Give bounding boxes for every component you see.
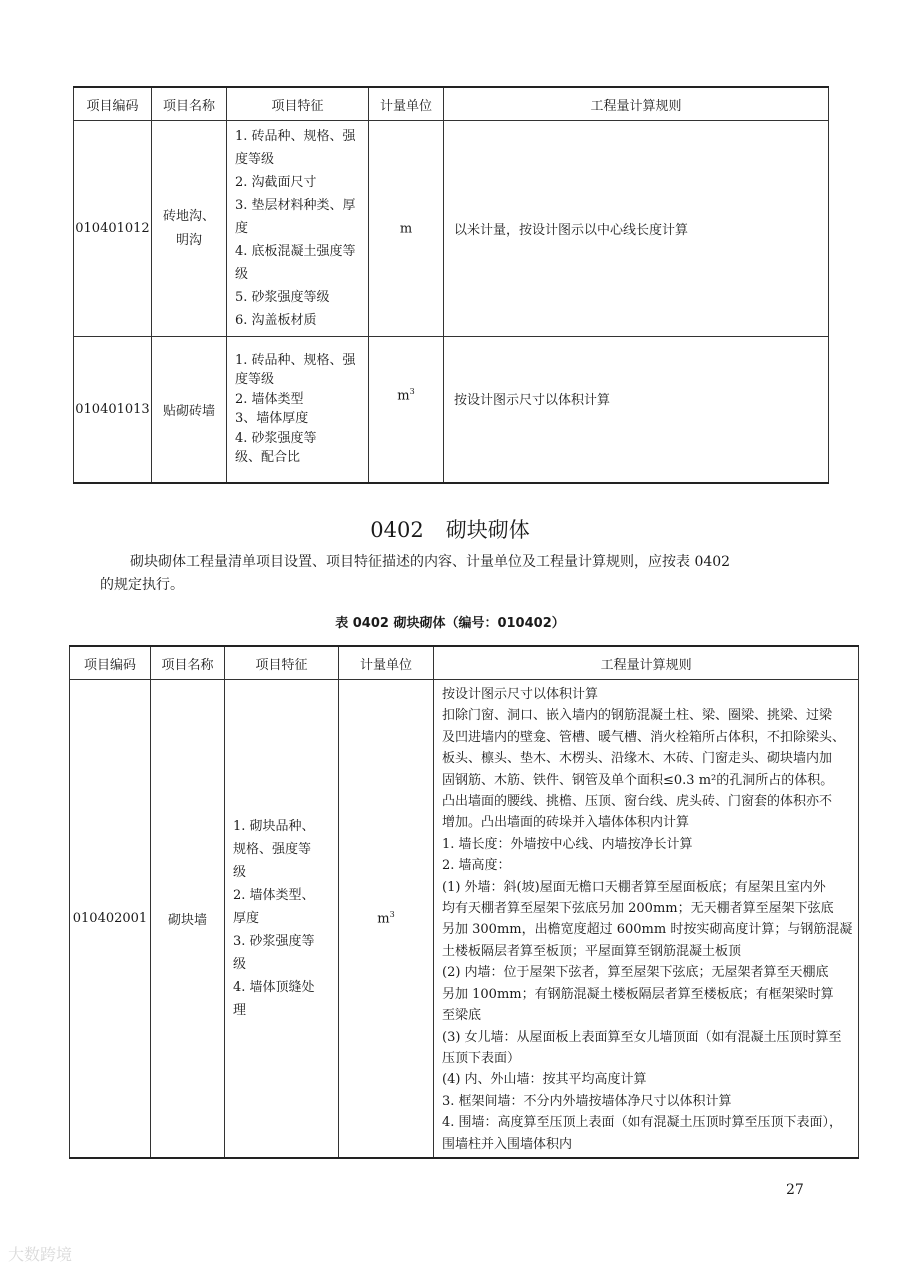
feature-line: 度等级 xyxy=(235,372,275,388)
header-unit: 计量单位 xyxy=(369,87,444,121)
intro-line: 砌块砌体工程量清单项目设置、项目特征描述的内容、计量单位及工程量计算规则，应按表 0402 xyxy=(130,554,731,570)
rule-line: (2) 内墙：位于屋架下弦者，算至屋架下弦底；无屋架者算至天棚底 xyxy=(442,965,829,981)
item-code: 010402001 xyxy=(70,680,151,1158)
rule-line: 1. 墙长度：外墙按中心线、内墙按净长计算 xyxy=(442,836,693,852)
rule-line: 及凹进墙内的壁龛、管槽、暖气槽、消火栓箱所占体积，不扣除梁头、 xyxy=(442,729,846,745)
rule-line: 3. 框架间墙：不分内外墙按墙体净尺寸以体积计算 xyxy=(442,1093,732,1109)
header-features: 项目特征 xyxy=(225,646,339,680)
table-header-row xyxy=(74,87,829,121)
rule-line: 凸出墙面的腰线、挑檐、压顶、窗台线、虎头砖、门窗套的体积亦不 xyxy=(442,794,833,810)
table-row xyxy=(70,680,859,1158)
section-name: 砌块砌体 xyxy=(445,518,530,542)
item-features xyxy=(225,680,339,1158)
rule-line: 增加。凸出墙面的砖垛并入墙体体积内计算 xyxy=(442,815,690,831)
rule-line: 板头、檩头、垫木、木楞头、沿缘木、木砖、门窗走头、砌块墙内加 xyxy=(442,751,833,767)
rule-line: (4) 内、外山墙：按其平均高度计算 xyxy=(442,1072,647,1088)
feature-line: 4. 砂浆强度等 xyxy=(235,430,317,446)
feature-line: 级 xyxy=(233,864,247,880)
feature-line: 级 xyxy=(233,956,247,972)
feature-line: 规格、强度等 xyxy=(233,841,312,857)
item-code: 010401012 xyxy=(74,121,152,337)
item-code: 010401013 xyxy=(74,337,152,483)
feature-line: 3. 垫层材料种类、厚 xyxy=(235,198,356,213)
feature-line: 1. 砖品种、规格、强 xyxy=(235,352,356,368)
feature-line: 理 xyxy=(233,1002,247,1018)
item-rule: 以米计量，按设计图示以中心线长度计算 xyxy=(444,121,829,337)
feature-line: 4. 墙体顶缝处 xyxy=(233,979,315,995)
item-rule: 按设计图示尺寸以体积计算 xyxy=(444,337,829,483)
header-rule: 工程量计算规则 xyxy=(444,87,829,121)
feature-line: 6. 沟盖板材质 xyxy=(235,313,317,328)
header-name: 项目名称 xyxy=(151,646,225,680)
rule-line: 固钢筋、木筋、铁件、钢管及单个面积≤0.3 m²的孔洞所占的体积。 xyxy=(442,772,834,788)
header-code: 项目编码 xyxy=(70,646,151,680)
header-features: 项目特征 xyxy=(227,87,369,121)
feature-line: 4. 底板混凝土强度等 xyxy=(235,244,356,259)
intro-line: 的规定执行。 xyxy=(100,577,184,593)
rule-line: 扣除门窗、洞口、嵌入墙内的钢筋混凝土柱、梁、圈梁、挑梁、过梁 xyxy=(442,708,833,724)
unit-base: m xyxy=(399,221,413,237)
section-title xyxy=(0,514,900,544)
item-unit xyxy=(339,680,434,1158)
unit-superscript: 3 xyxy=(389,910,395,920)
table-row xyxy=(74,121,829,337)
rule-line: 至梁底 xyxy=(442,1008,482,1024)
item-features xyxy=(227,121,369,337)
item-name-line: 贴砌砖墙 xyxy=(162,403,215,419)
item-name-line: 明沟 xyxy=(175,232,202,248)
feature-line: 级、配合比 xyxy=(235,450,301,466)
feature-line: 2. 沟截面尺寸 xyxy=(235,175,317,190)
feature-line: 厚度 xyxy=(233,910,260,926)
rule-line: 土楼板隔层者算至板顶；平屋面算至钢筋混凝土板顶 xyxy=(442,943,742,959)
block-masonry-table xyxy=(69,645,859,1159)
header-rule: 工程量计算规则 xyxy=(434,646,859,680)
feature-line: 度等级 xyxy=(235,152,275,167)
rule-line: 4. 围墙：高度算至压顶上表面（如有混凝土压顶时算至压顶下表面）， xyxy=(442,1115,843,1131)
rule-line: 均有天棚者算至屋架下弦底另加 200mm；无天棚者算至屋架下弦底 xyxy=(442,901,834,917)
rule-line: 压顶下表面） xyxy=(442,1050,521,1066)
table-header-row xyxy=(70,646,859,680)
item-name-line: 砖地沟、 xyxy=(162,208,215,224)
item-unit xyxy=(369,121,444,337)
feature-line: 3、墙体厚度 xyxy=(235,411,309,427)
watermark-logo: 大数跨境 xyxy=(8,1245,73,1264)
rule-line: 2. 墙高度： xyxy=(442,858,511,874)
feature-line: 2. 墙体类型、 xyxy=(233,887,315,903)
rule-line: 围墙柱并入围墙体积内 xyxy=(442,1136,573,1152)
header-code: 项目编码 xyxy=(74,87,152,121)
rule-line: 另加 300mm，出檐宽度超过 600mm 时按实砌高度计算；与钢筋混凝 xyxy=(442,922,853,938)
rule-line: 另加 100mm；有钢筋混凝土楼板隔层者算至楼板底；有框架梁时算 xyxy=(442,986,834,1002)
item-unit xyxy=(369,337,444,483)
item-rule xyxy=(434,680,859,1158)
brick-table xyxy=(73,86,829,484)
header-unit: 计量单位 xyxy=(339,646,434,680)
unit-superscript: 3 xyxy=(409,387,415,396)
feature-line: 1. 砖品种、规格、强 xyxy=(235,129,356,144)
feature-line: 级 xyxy=(235,267,249,282)
rule-line: 按设计图示尺寸以体积计算 xyxy=(442,687,599,702)
feature-line: 2. 墙体类型 xyxy=(235,391,304,407)
table-row xyxy=(74,337,829,483)
unit-base: m xyxy=(397,388,410,404)
feature-line: 1. 砌块品种、 xyxy=(233,818,315,834)
header-name: 项目名称 xyxy=(152,87,227,121)
unit-base: m xyxy=(377,911,390,927)
table-caption: 表 0402 砌块砌体（编号：010402） xyxy=(335,616,565,631)
item-name xyxy=(152,337,227,483)
page-number: 27 xyxy=(786,1182,804,1198)
feature-line: 度 xyxy=(235,221,249,236)
rule-line: (1) 外墙：斜(坡)屋面无檐口天棚者算至屋面板底；有屋架且室内外 xyxy=(442,879,826,895)
item-name: 砌块墙 xyxy=(151,680,225,1158)
section-number: 0402 xyxy=(370,518,424,542)
intro-paragraph xyxy=(100,551,820,597)
item-name xyxy=(152,121,227,337)
feature-line: 3. 砂浆强度等 xyxy=(233,933,315,949)
rule-line: (3) 女儿墙：从屋面板上表面算至女儿墙顶面（如有混凝土压顶时算至 xyxy=(442,1029,842,1045)
item-features xyxy=(227,337,369,483)
feature-line: 5. 砂浆强度等级 xyxy=(235,290,330,305)
